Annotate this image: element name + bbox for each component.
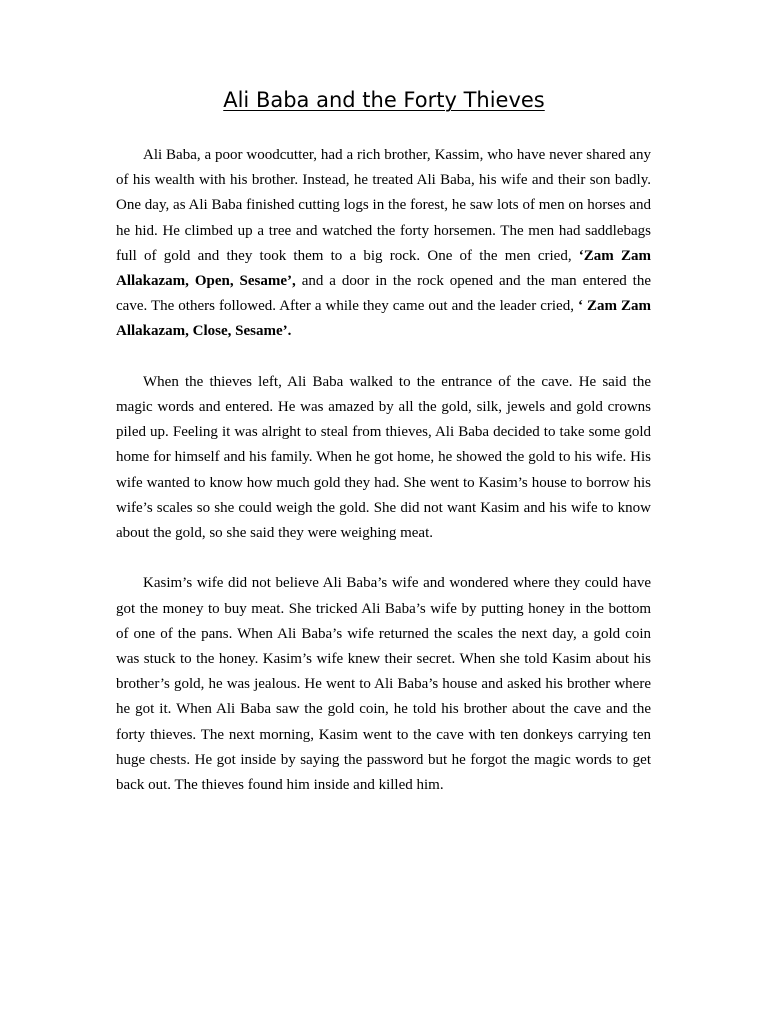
paragraph-1-text-b: and a door in the rock opened and the man entered the cave. The others followed. After a while they came out and the leader cried, (116, 273, 651, 315)
paragraph-1 (116, 143, 651, 345)
paragraph-1-text-a: Ali Baba, a poor woodcutter, had a rich brother, Kassim, who have never shared any of his wealth with his brother. Instead, he treated Ali Baba, his wife and their son badly. One day, as Ali Baba finished cutting logs in the forest, he saw lots of men on horses and he hid. He climbed up a tree and watched the forty horsemen. The men had saddlebags full of gold and they took them to a big rock. One of the men cried, (116, 147, 651, 264)
paragraph-1-bold-phrase-close: ‘ Zam Zam Allakazam, Close, Sesame’. (116, 298, 651, 340)
document-title: Ali Baba and the Forty Thieves (223, 88, 545, 112)
paragraph-spacer (116, 546, 651, 571)
document-body (116, 143, 651, 798)
paragraph-spacer (116, 345, 651, 370)
paragraph-2: When the thieves left, Ali Baba walked to the entrance of the cave. He said the magic words and entered. He was amazed by all the gold, silk, jewels and gold crowns piled up. Feeling it was alright to steal from thieves, Ali Baba decided to take some gold home for himself and his family. When he got home, he showed the gold to his wife. His wife wanted to know how much gold they had. She went to Kasim’s house to borrow his wife’s scales so she could weigh the gold. She did not want Kasim and his wife to know about the gold, so she said they were weighing meat. (116, 373, 651, 542)
paragraph-1-bold-phrase-open: ‘Zam Zam Allakazam, Open, Sesame’, (116, 247, 651, 290)
paragraph-3: Kasim’s wife did not believe Ali Baba’s wife and wondered where they could have got the money to buy meat. She tricked Ali Baba’s wife by putting honey in the bottom of one of the pans. When Ali Baba’s wife returned the scales the next day, a gold coin was stuck to the honey. Kasim’s wife knew their secret. When she told Kasim about his brother’s gold, he was jealous. He went to Ali Baba’s house and asked his brother where he got it. When Ali Baba saw the gold coin, he told his brother about the cave and the forty thieves. The next morning, Kasim went to the cave with ten donkeys carrying ten huge chests. He got inside by saying the password but he forgot the magic words to get back out. The thieves found him inside and killed him. (116, 575, 651, 794)
